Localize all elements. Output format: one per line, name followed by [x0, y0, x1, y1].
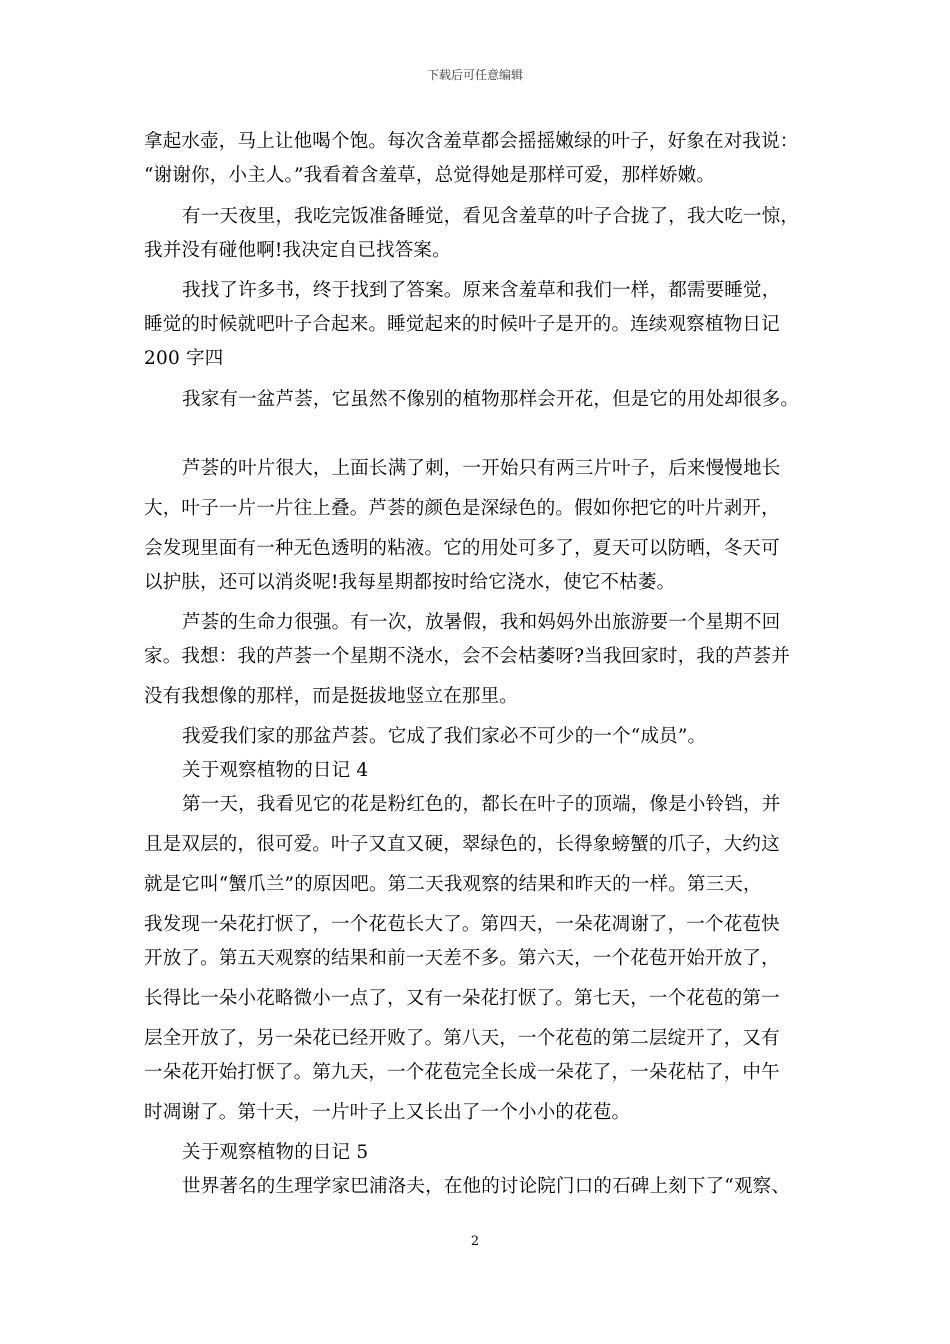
text-line: 没有我想像的那样，而是挺拔地竖立在那里。: [144, 686, 519, 707]
text-line: 芦荟的叶片很大，上面长满了刺，一开始只有两三片叶子，后来慢慢地长: [182, 458, 781, 479]
text-line: 以护肤，还可以消炎呢!我每星期都按时给它浇水，使它不枯萎。: [144, 572, 676, 593]
text-line: 大，叶子一片一片往上叠。芦荟的颜色是深绿色的。假如你把它的叶片剥开，: [144, 498, 780, 519]
text-line: 睡觉的时候就吧叶子合起来。睡觉起来的时候叶子是开的。连续观察植物日记: [144, 314, 780, 335]
text-line: 就是它叫“蟹爪兰”的原因吧。第二天我观察的结果和昨天的一样。第三天，: [144, 874, 762, 895]
text-line: 一朵花开始打恹了。第九天，一个花苞完全长成一朵花了，一朵花枯了，中午: [144, 1062, 780, 1083]
text-line: 我发现一朵花打恹了，一个花苞长大了。第四天，一朵花凋谢了，一个花苞快: [144, 914, 780, 935]
text-line: 关于观察植物的日记 4: [182, 760, 369, 781]
text-line: 我家有一盆芦荟，它虽然不像别的植物那样会开花，但是它的用处却很多。: [182, 389, 800, 410]
text-line: “谢谢你，小主人。”我看着含羞草，总觉得她是那样可爱，那样娇嫩。: [144, 165, 716, 186]
text-line: 有一天夜里，我吃完饭准备睡觉，看见含羞草的叶子合拢了，我大吃一惊，: [182, 206, 800, 227]
text-line: 我找了许多书，终于找到了答案。原来含羞草和我们一样，都需要睡觉，: [182, 280, 781, 301]
page-number: 2: [470, 1234, 480, 1249]
text-line: 会发现里面有一种无色透明的粘液。它的用处可多了，夏天可以防晒，冬天可: [144, 538, 780, 559]
text-line: 且是双层的，很可爱。叶子又直又硬，翠绿色的，长得象螃蟹的爪子，大约这: [144, 834, 780, 855]
page-header: 下载后可任意编辑: [426, 68, 523, 82]
text-line: 我爱我们家的那盆芦荟。它成了我们家必不可少的一个“成员”。: [182, 726, 707, 747]
text-line: 芦荟的生命力很强。有一次，放暑假，我和妈妈外出旅游要一个星期不回: [182, 612, 781, 633]
text-line: 时凋谢了。第十天，一片叶子上又长出了一个小小的花苞。: [144, 1102, 631, 1123]
text-line: 拿起水壶，马上让他喝个饱。每次含羞草都会摇摇嫩绿的叶子，好象在对我说：: [144, 131, 799, 152]
text-line: 层全开放了，另一朵花已经开败了。第八天，一个花苞的第二层绽开了，又有: [144, 1028, 780, 1049]
text-line: 长得比一朵小花略微小一点了，又有一朵花打恹了。第七天，一个花苞的第一: [144, 988, 780, 1009]
text-line: 我并没有碰他啊!我决定自已找答案。: [144, 240, 451, 261]
text-line: 200 字四: [144, 348, 224, 369]
text-line: 家。我想：我的芦荟一个星期不浇水，会不会枯萎呀?当我回家时，我的芦荟并: [144, 646, 790, 667]
text-line: 世界著名的生理学家巴浦洛夫，在他的讨论院门口的石碑上刻下了“观察、: [182, 1176, 791, 1197]
text-line: 关于观察植物的日记 5: [182, 1142, 369, 1163]
text-line: 第一天，我看见它的花是粉红色的，都长在叶子的顶端，像是小铃铛，并: [182, 794, 781, 815]
text-line: 开放了。第五天观察的结果和前一天差不多。第六天，一个花苞开始开放了，: [144, 948, 780, 969]
